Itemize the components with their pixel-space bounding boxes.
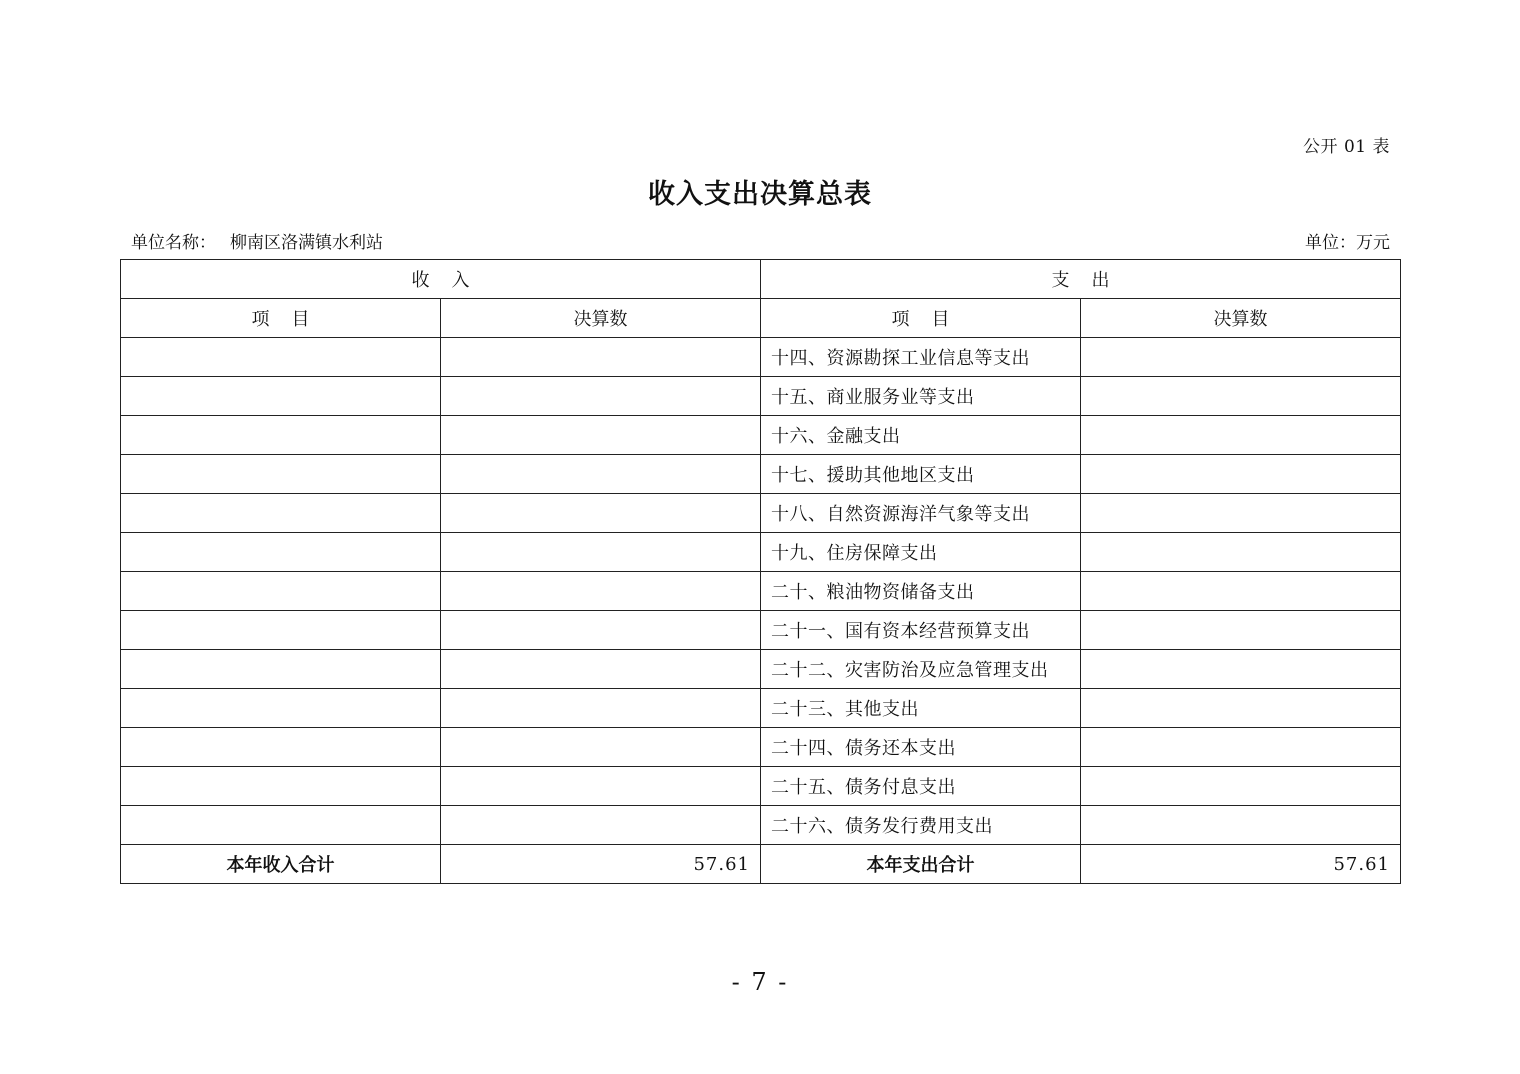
income-amount-cell [441, 494, 761, 533]
expense-item-cell: 二十、粮油物资储备支出 [761, 572, 1081, 611]
expense-item-header [761, 299, 1081, 338]
expense-item-cell: 十七、援助其他地区支出 [761, 455, 1081, 494]
income-item-cell [121, 650, 441, 689]
expense-item-cell: 十八、自然资源海洋气象等支出 [761, 494, 1081, 533]
expense-item-cell: 二十二、灾害防治及应急管理支出 [761, 650, 1081, 689]
income-amount-cell [441, 650, 761, 689]
page-title: 收入支出决算总表 [648, 179, 872, 210]
table-row [121, 689, 1401, 728]
table-row [121, 767, 1401, 806]
income-item-cell [121, 377, 441, 416]
income-item-cell [121, 455, 441, 494]
income-amount-cell [441, 572, 761, 611]
income-amount-cell [441, 611, 761, 650]
table-row [121, 455, 1401, 494]
expense-amount-cell [1081, 767, 1401, 806]
expense-amount-cell [1081, 728, 1401, 767]
income-item-cell [121, 338, 441, 377]
income-amount-cell [441, 806, 761, 845]
unit-label: 单位名称： [131, 233, 216, 253]
table-row [121, 728, 1401, 767]
expense-total-label: 本年支出合计 [761, 845, 1081, 884]
expense-total-amount: 57.61 [1081, 845, 1401, 884]
income-item-cell [121, 572, 441, 611]
expense-amount-cell [1081, 338, 1401, 377]
expense-item-cell: 二十一、国有资本经营预算支出 [761, 611, 1081, 650]
income-amount-cell [441, 416, 761, 455]
income-section-header [121, 260, 761, 299]
income-item-cell [121, 806, 441, 845]
income-amount-cell [441, 533, 761, 572]
expense-amount-cell [1081, 494, 1401, 533]
currency-unit: 单位：万元 [1305, 233, 1390, 253]
income-item-header-label: 项目 [251, 309, 332, 330]
income-amount-header: 决算数 [441, 299, 761, 338]
expense-item-cell: 二十四、债务还本支出 [761, 728, 1081, 767]
expense-amount-cell [1081, 689, 1401, 728]
income-item-cell [121, 533, 441, 572]
page-number: - 7 - [731, 968, 789, 996]
income-amount-cell [441, 338, 761, 377]
expense-item-cell: 二十五、债务付息支出 [761, 767, 1081, 806]
table-row [121, 533, 1401, 572]
expense-amount-cell [1081, 533, 1401, 572]
column-header-row [121, 299, 1401, 338]
expense-amount-cell [1081, 650, 1401, 689]
expense-amount-cell [1081, 455, 1401, 494]
table-row [121, 416, 1401, 455]
income-expense-table [120, 259, 1401, 884]
table-row [121, 494, 1401, 533]
expense-item-cell: 二十六、债务发行费用支出 [761, 806, 1081, 845]
table-row [121, 806, 1401, 845]
section-header-row [121, 260, 1401, 299]
income-amount-cell [441, 728, 761, 767]
expense-amount-cell [1081, 611, 1401, 650]
income-item-cell [121, 416, 441, 455]
unit-name-line [131, 228, 383, 253]
expense-amount-header: 决算数 [1081, 299, 1401, 338]
income-section-label: 收入 [411, 270, 492, 291]
income-item-cell [121, 767, 441, 806]
table-row [121, 338, 1401, 377]
income-total-label: 本年收入合计 [121, 845, 441, 884]
income-amount-cell [441, 377, 761, 416]
income-amount-cell [441, 689, 761, 728]
expense-item-cell: 十六、金融支出 [761, 416, 1081, 455]
income-total-amount: 57.61 [441, 845, 761, 884]
table-row [121, 611, 1401, 650]
table-row [121, 572, 1401, 611]
expense-amount-cell [1081, 806, 1401, 845]
expense-amount-cell [1081, 416, 1401, 455]
unit-name: 柳南区洛满镇水利站 [230, 233, 383, 253]
expense-item-header-label: 项目 [891, 309, 972, 330]
form-code: 公开 01 表 [1303, 137, 1390, 157]
expense-item-cell: 十九、住房保障支出 [761, 533, 1081, 572]
income-item-cell [121, 494, 441, 533]
income-amount-cell [441, 455, 761, 494]
expense-item-cell: 二十三、其他支出 [761, 689, 1081, 728]
total-row [121, 845, 1401, 884]
table-row [121, 377, 1401, 416]
expense-section-label: 支出 [1051, 270, 1132, 291]
expense-amount-cell [1081, 572, 1401, 611]
expense-section-header [761, 260, 1401, 299]
expense-amount-cell [1081, 377, 1401, 416]
income-item-cell [121, 611, 441, 650]
income-item-cell [121, 689, 441, 728]
table-row [121, 650, 1401, 689]
income-item-cell [121, 728, 441, 767]
expense-item-cell: 十四、资源勘探工业信息等支出 [761, 338, 1081, 377]
income-item-header [121, 299, 441, 338]
income-amount-cell [441, 767, 761, 806]
expense-item-cell: 十五、商业服务业等支出 [761, 377, 1081, 416]
